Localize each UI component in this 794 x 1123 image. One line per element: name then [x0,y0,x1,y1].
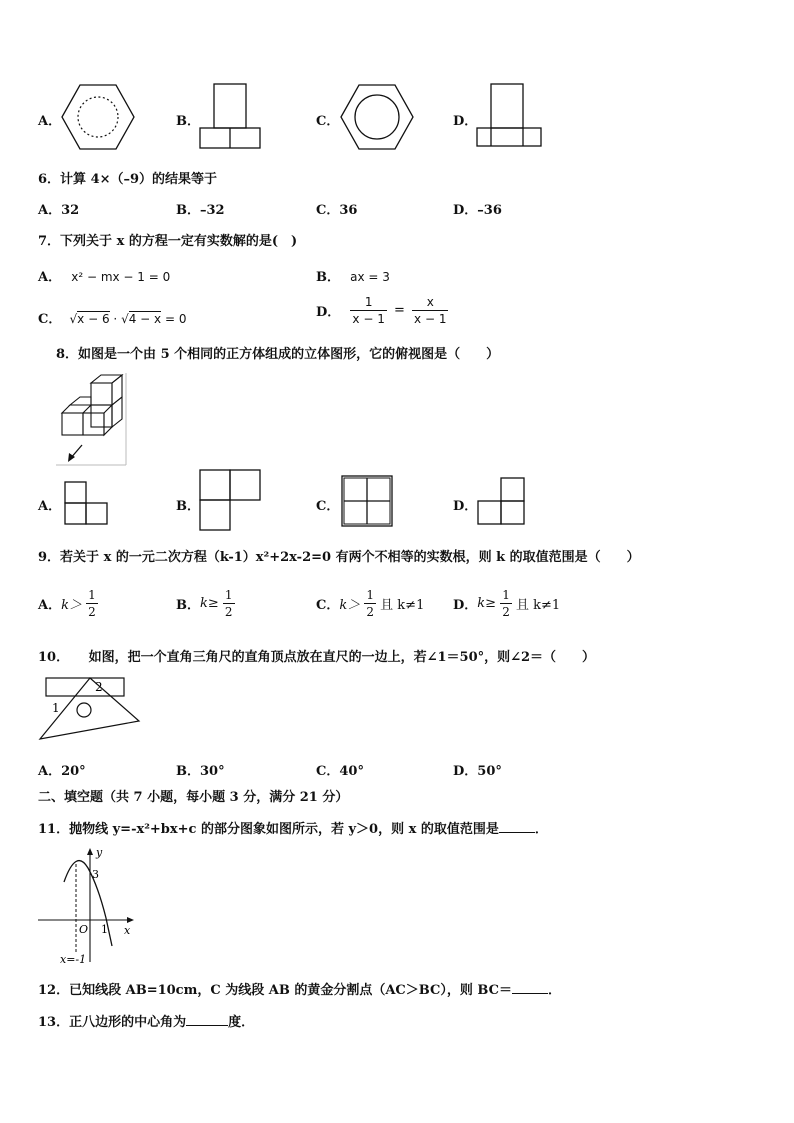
q9-option-b-fraction [223,589,235,618]
q8-option-c-label[interactable]: C． [316,499,340,514]
q9-option-a-relation: k＞ [61,598,82,613]
q7-option-a-label: A． [38,270,62,285]
q9-option-c-denominator: 2 [366,605,375,619]
q8-option-c-figure [341,475,395,529]
q9-option-d-relation: k≥ [477,596,497,611]
q9-option-b[interactable] [176,589,235,618]
q11-answer-blank[interactable] [499,832,535,833]
q7-option-a[interactable] [38,266,170,285]
q7-option-b-label: B． [316,270,340,285]
q7-stem: 7．下列关于 x 的方程一定有实数解的是( ) [38,234,298,249]
q5-option-c-label[interactable]: C． [316,114,340,129]
q9-option-d-condition: 且 k≠1 [515,598,561,613]
q12-answer-blank[interactable] [512,993,548,994]
q5-option-c-figure [337,82,417,152]
q8-solid-figure [56,373,130,467]
q7-option-d-equals: = [393,303,405,318]
sqrt-sign-icon: √ [69,312,78,326]
q7-option-c-radicand-1: x − 6 [77,312,110,326]
q9-option-c-label: C． [316,598,340,613]
q7-option-c[interactable] [38,308,186,327]
q13-stem [38,1011,254,1030]
q9-stem: 9．若关于 x 的一元二次方程（k-1）x²+2x-2=0 有两个不相等的实数根，则 k 的取值范围是（ ） [38,550,640,565]
q5-option-d-label[interactable]: D． [453,114,478,129]
q9-option-a[interactable] [38,589,98,618]
q9-option-c[interactable] [316,589,424,618]
q11-origin-label: O [79,923,89,936]
q7-option-c-dot: · [113,312,118,326]
q8-option-b-label[interactable]: B． [176,499,200,514]
q9-option-a-numerator: 1 [88,588,96,602]
q12-stem-text: 12．已知线段 AB=10cm，C 为线段 AB 的黄金分割点（AC＞BC），则 BC＝ [38,983,512,998]
q9-option-b-denominator: 2 [224,605,233,619]
q10-ruler-triangle-figure [38,676,144,744]
q10-option-a[interactable]: A．20° [38,764,86,779]
q6-option-a[interactable]: A．32 [38,203,80,218]
q7-option-d-label: D． [316,305,341,320]
q7-option-d-fraction-left [350,296,386,325]
q13-stem-text: 13．正八边形的中心角为 [38,1015,187,1030]
q7-option-c-radicand-2: 4 − x [128,312,162,326]
q9-option-d-fraction [500,589,512,618]
q7-option-c-expr [70,312,187,326]
section-2-title: 二、填空题（共 7 小题，每小题 3 分，满分 21 分） [38,790,349,805]
q6-option-b[interactable]: B．–32 [176,203,225,218]
q8-option-d-figure [477,477,527,527]
q7-option-d-numerator-left: 1 [364,295,373,309]
q7-option-d-numerator-right: x [426,295,434,309]
q9-option-c-relation: k＞ [339,598,361,613]
q11-x-root-label: 1 [101,923,108,936]
q11-parabola-graph [36,846,136,966]
q11-x-axis-label: x [124,924,131,937]
q10-option-d[interactable]: D．50° [453,764,502,779]
q7-option-d-denominator-right: x − 1 [414,312,447,326]
q7-option-d-fraction-right [412,296,448,325]
q9-option-c-condition: 且 k≠1 [380,598,425,613]
q8-stem: 8．如图是一个由 5 个相同的正方体组成的立体图形，它的俯视图是（ ） [56,347,500,362]
q12-stem [38,979,561,998]
q9-option-d-label: D． [453,598,478,613]
q5-option-b-figure [198,82,268,152]
q13-stem-tail: 度． [228,1015,255,1030]
q9-option-a-label: A． [38,598,62,613]
q6-stem: 6．计算 4×（–9）的结果等于 [38,172,218,187]
q9-option-a-fraction [86,589,98,618]
q5-option-b-label[interactable]: B． [176,114,200,129]
q5-option-d-figure [475,82,547,152]
q11-y-axis-label: y [96,846,103,859]
q7-option-d[interactable] [316,296,448,325]
q11-stem-tail: ． [534,822,548,837]
q10-stem: 10． 如图，把一个直角三角尺的直角顶点放在直尺的一边上，若∠1＝50°，则∠2＝（ ） [38,650,596,665]
q7-option-c-label: C． [38,312,62,327]
q7-option-c-equals: = 0 [164,312,187,326]
q9-option-b-numerator: 1 [224,588,233,602]
q11-symmetry-axis-label: x=-1 [60,953,87,966]
q8-option-d-label[interactable]: D． [453,499,478,514]
q10-angle-2-label: 2 [95,680,103,694]
sqrt-sign-icon: √ [121,312,129,326]
q9-option-d[interactable] [453,589,560,618]
q9-option-c-fraction [364,589,376,618]
q8-option-b-figure [199,469,263,533]
q8-option-a-label[interactable]: A． [38,499,62,514]
q5-option-a-figure [58,82,138,152]
q11-y-intercept-label: 3 [92,868,99,881]
q7-option-a-expr: x² − mx − 1 = 0 [71,270,171,284]
q7-option-d-denominator-left: x − 1 [352,312,385,326]
q11-stem [38,818,548,837]
q8-option-a-figure [64,481,110,527]
q6-option-c[interactable]: C．36 [316,203,358,218]
q5-option-a-label[interactable]: A． [38,114,62,129]
q11-stem-text: 11．抛物线 y=-x²+bx+c 的部分图象如图所示，若 y＞0，则 x 的取值范围是 [38,822,499,837]
q10-option-b[interactable]: B．30° [176,764,225,779]
q7-option-b[interactable] [316,266,390,285]
q9-option-d-denominator: 2 [502,605,510,619]
q9-option-b-relation: k≥ [200,596,219,611]
q9-option-d-numerator: 1 [502,588,510,602]
q7-option-b-expr: ax = 3 [350,270,390,284]
q9-option-b-label: B． [176,598,200,613]
q9-option-c-numerator: 1 [366,588,375,602]
q10-angle-1-label: 1 [52,701,60,715]
q9-option-a-denominator: 2 [88,605,96,619]
q10-option-c[interactable]: C．40° [316,764,364,779]
q13-answer-blank[interactable] [186,1025,228,1026]
q6-option-d[interactable]: D．–36 [453,203,502,218]
q12-stem-tail: ． [547,983,561,998]
